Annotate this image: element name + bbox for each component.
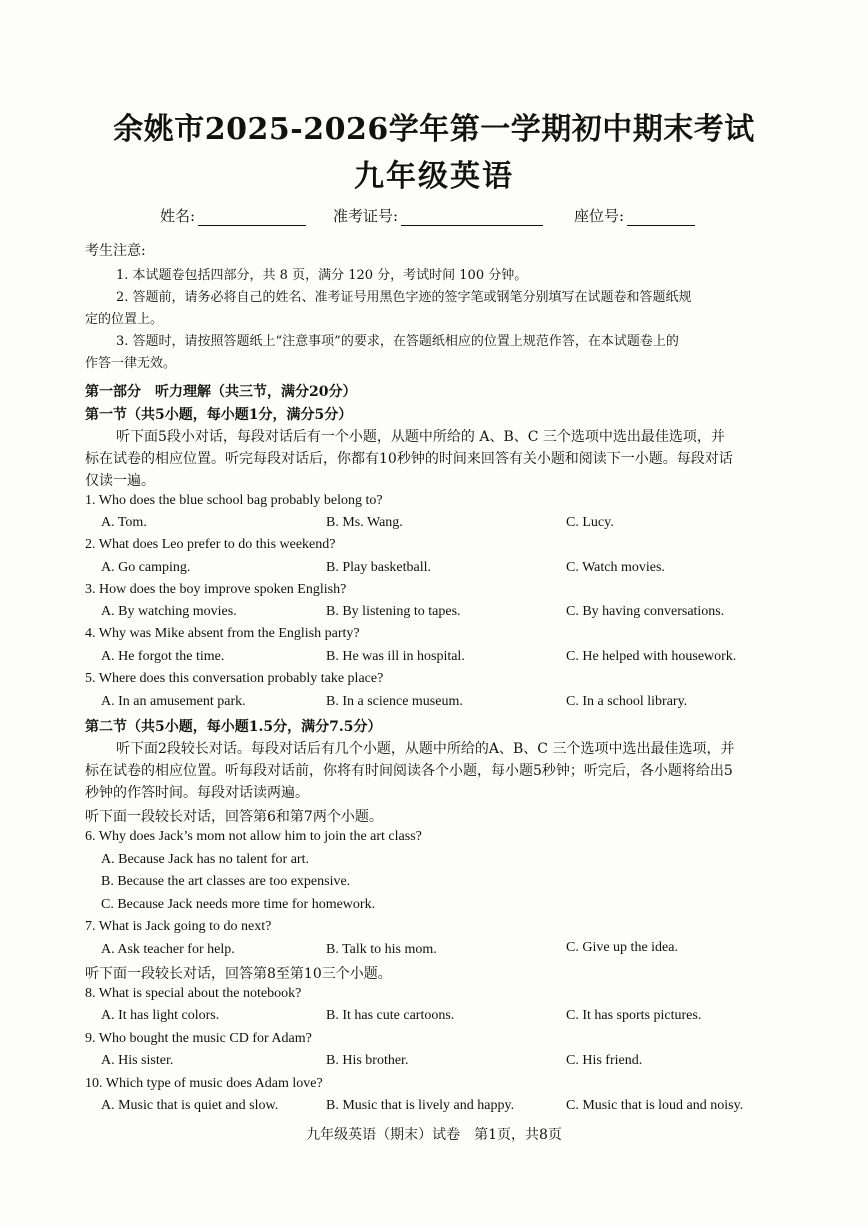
notice-line: 2. 答题前，请务必将自己的姓名、准考证号用黑色字迹的签字笔或钢笔分别填写在试题卷和答题纸规 — [116, 290, 692, 305]
option-c: C. Watch movies. — [566, 560, 665, 575]
option-c: C. In a school library. — [566, 694, 688, 709]
id-label: 准考证号: — [333, 207, 399, 225]
question-6: 6. Why does Jack’s mom not allow him to join the art class? — [85, 829, 422, 844]
option-a: A. Because Jack has no talent for art. — [101, 852, 309, 867]
seat-blank — [627, 211, 695, 226]
name-label: 姓名: — [160, 207, 196, 225]
option-a: A. In an amusement park. — [101, 694, 246, 709]
option-c: C. His friend. — [566, 1053, 643, 1068]
name-blank — [198, 211, 306, 226]
option-a: A. Ask teacher for help. — [101, 942, 235, 957]
id-field — [333, 205, 543, 226]
option-a: A. He forgot the time. — [101, 649, 225, 664]
question-8: 8. What is special about the notebook? — [85, 986, 302, 1001]
option-a: A. Music that is quiet and slow. — [101, 1098, 279, 1113]
page-footer: 九年级英语（期末）试卷 第1页，共8页 — [306, 1127, 562, 1143]
exam-subtitle: 九年级英语 — [354, 159, 514, 194]
option-c: C. Music that is loud and noisy. — [566, 1098, 744, 1113]
notice-line: 1. 本试题卷包括四部分，共 8 页，满分 120 分，考试时间 100 分钟。 — [116, 268, 528, 283]
option-a: A. Go camping. — [101, 560, 191, 575]
option-b: B. Play basketball. — [326, 560, 431, 575]
option-a: A. It has light colors. — [101, 1008, 220, 1023]
option-c: C. Because Jack needs more time for homework. — [101, 897, 376, 912]
instruction-line: 仅读一遍。 — [85, 473, 155, 489]
instruction-line: 标在试卷的相应位置。听每段对话前，你将有时间阅读各个小题，每小题5秒钟；听完后，各小题将给出5 — [85, 763, 733, 779]
notice-line: 3. 答题时，请按照答题纸上“注意事项”的要求，在答题纸相应的位置上规范作答，在本试题卷上的 — [116, 334, 679, 349]
option-c: C. It has sports pictures. — [566, 1008, 702, 1023]
part-heading: 第一部分 听力理解（共三节，满分20分） — [85, 384, 357, 400]
option-a: A. Tom. — [101, 515, 147, 530]
option-c: C. He helped with housework. — [566, 649, 737, 664]
name-field — [160, 205, 306, 226]
seat-label: 座位号: — [574, 207, 625, 225]
option-b: B. His brother. — [326, 1053, 409, 1068]
option-b: B. In a science museum. — [326, 694, 463, 709]
option-b: B. He was ill in hospital. — [326, 649, 465, 664]
instruction-line: 秒钟的作答时间。每段对话读两遍。 — [85, 785, 309, 801]
notice-heading: 考生注意: — [85, 243, 146, 259]
instruction-line: 标在试卷的相应位置。听完每段对话后，你都有10秒钟的时间来回答有关小题和阅读下一小题。每段对话 — [85, 451, 733, 467]
section-heading: 第一节（共5小题，每小题1分，满分5分） — [85, 407, 353, 423]
instruction-line: 听下面2段较长对话。每段对话后有几个小题，从题中所给的A、B、C 三个选项中选出最佳选项，并 — [116, 741, 735, 757]
question-9: 9. Who bought the music CD for Adam? — [85, 1031, 312, 1046]
option-c: C. Lucy. — [566, 515, 614, 530]
question-3: 3. How does the boy improve spoken English? — [85, 582, 347, 597]
option-b: B. Because the art classes are too expensive. — [101, 874, 351, 889]
option-b: B. Talk to his mom. — [326, 942, 437, 957]
dialog-intro: 听下面一段较长对话，回答第8至第10三个小题。 — [85, 966, 392, 982]
notice-line: 作答一律无效。 — [85, 356, 177, 371]
question-10: 10. Which type of music does Adam love? — [85, 1076, 323, 1091]
id-blank — [401, 211, 543, 226]
question-4: 4. Why was Mike absent from the English party? — [85, 626, 360, 641]
section-heading: 第二节（共5小题，每小题1.5分，满分7.5分） — [85, 719, 382, 735]
option-b: B. It has cute cartoons. — [326, 1008, 455, 1023]
option-a: A. By watching movies. — [101, 604, 237, 619]
option-b: B. Music that is lively and happy. — [326, 1098, 515, 1113]
question-5: 5. Where does this conversation probably take place? — [85, 671, 384, 686]
option-c: C. By having conversations. — [566, 604, 725, 619]
instruction-line: 听下面5段小对话，每段对话后有一个小题，从题中所给的 A、B、C 三个选项中选出最佳选项，并 — [116, 429, 725, 445]
option-b: B. Ms. Wang. — [326, 515, 403, 530]
notice-line: 定的位置上。 — [85, 312, 164, 327]
seat-field — [574, 205, 695, 226]
option-a: A. His sister. — [101, 1053, 174, 1068]
question-1: 1. Who does the blue school bag probably belong to? — [85, 493, 383, 508]
exam-title: 余姚市2025-2026学年第一学期初中期末考试 — [113, 112, 755, 147]
option-c: C. Give up the idea. — [566, 940, 678, 955]
question-7: 7. What is Jack going to do next? — [85, 919, 272, 934]
dialog-intro: 听下面一段较长对话，回答第6和第7两个小题。 — [85, 809, 383, 825]
option-b: B. By listening to tapes. — [326, 604, 461, 619]
question-2: 2. What does Leo prefer to do this weekend? — [85, 537, 336, 552]
